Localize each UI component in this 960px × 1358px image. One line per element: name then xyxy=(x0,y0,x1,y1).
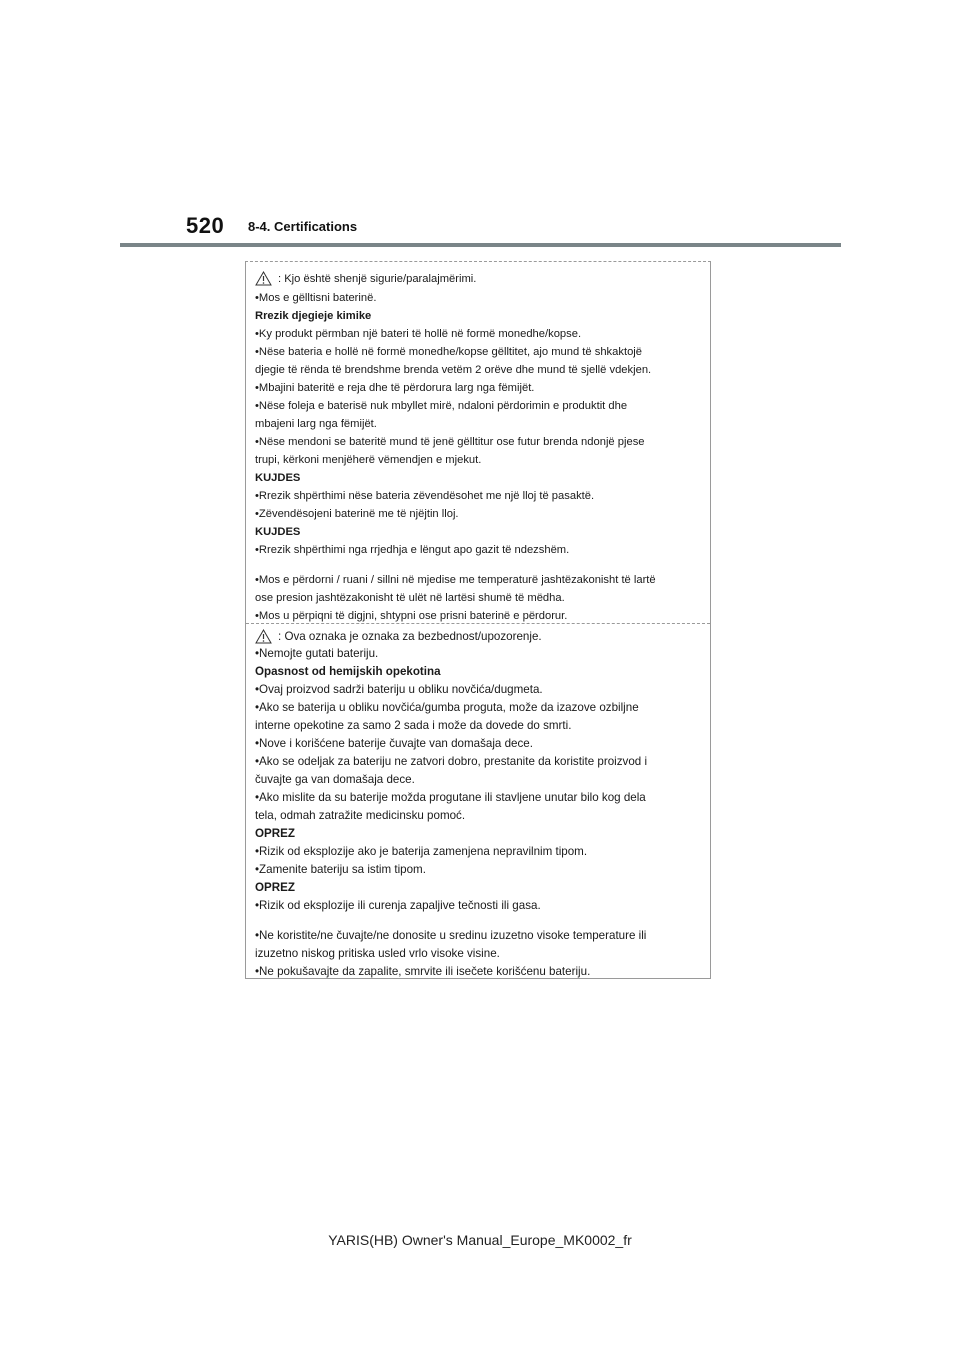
albanian-line: mbajeni larg nga fëmijët. xyxy=(255,418,377,430)
albanian-line: •Nëse bateria e hollë në formë monedhe/kopse gëlltitet, ajo mund të shkaktojë xyxy=(255,346,643,358)
albanian-line: •Mos u përpiqni të digjni, shtypni ose prisni baterinë e përdorur. xyxy=(255,610,568,622)
serbian-line: •Ako se baterija u obliku novčića/gumba proguta, može da izazove ozbiljne xyxy=(255,701,639,714)
page-number: 520 xyxy=(186,213,225,238)
serbian-line: tela, odmah zatražite medicinsku pomoć. xyxy=(255,809,466,822)
page-header xyxy=(0,0,960,250)
serbian-line: •Ovaj proizvod sadrži bateriju u obliku novčića/dugmeta. xyxy=(255,683,543,696)
warning-triangle-icon xyxy=(255,629,272,644)
header-rule xyxy=(120,243,841,247)
serbian-line: interne opekotine za samo 2 sada i može da dovede do smrti. xyxy=(255,719,572,732)
albanian-line: •Rrezik shpërthimi nëse bateria zëvendësohet me një lloj të pasaktë. xyxy=(255,490,595,502)
serbian-line: •Ne koristite/ne čuvajte/ne donosite u sredinu izuzetno visoke temperature ili xyxy=(255,929,647,942)
albanian-line: •Mos e përdorni / ruani / sillni në mjedise me temperaturë jashtëzakonisht të lartë xyxy=(255,574,656,586)
albanian-line: ose presion jashtëzakonisht të ulët në lartësi shumë të mëdha. xyxy=(255,592,565,604)
albanian-warning-panel xyxy=(255,265,702,623)
serbian-warning-text: : Ova oznaka je oznaka za bezbednost/upozorenje. xyxy=(278,629,542,643)
serbian-line: •Ako mislite da su baterije možda progutane ili stavljene unutar bilo kog dela xyxy=(255,791,646,804)
serbian-line: •Zamenite bateriju sa istim tipom. xyxy=(255,863,426,876)
section-title: 8-4. Certifications xyxy=(248,219,358,234)
serbian-line-heading: OPREZ xyxy=(255,827,295,840)
battery-warning-label xyxy=(245,261,711,979)
albanian-line: •Zëvendësojeni baterinë me të njëjtin lloj. xyxy=(255,508,459,520)
albanian-line: •Ky produkt përmban një bateri të hollë në formë monedhe/kopse. xyxy=(255,328,582,340)
albanian-warning-line xyxy=(255,271,476,286)
albanian-line-heading: KUJDES xyxy=(255,526,301,538)
albanian-line: •Mos e gëlltisni baterinë. xyxy=(255,292,377,304)
serbian-line: •Ako se odeljak za bateriju ne zatvori dobro, prestanite da koristite proizvod i xyxy=(255,755,648,768)
serbian-warning-panel xyxy=(255,625,702,977)
albanian-line: •Nëse mendoni se bateritë mund të jenë gëlltitur ose futur brenda ndonjë pjese xyxy=(255,436,645,448)
albanian-line: trupi, kërkoni menjëherë vëmendjen e mjekut. xyxy=(255,454,482,466)
albanian-line: djegie të rënda të brendshme brenda vetëm 2 orëve dhe mund të sjellë vdekjen. xyxy=(255,364,652,376)
serbian-line: •Ne pokušavajte da zapalite, smrvite ili isečete korišćenu bateriju. xyxy=(255,965,591,978)
serbian-line: •Rizik od eksplozije ako je baterija zamenjena nepravilnim tipom. xyxy=(255,845,588,858)
page-footer: YARIS(HB) Owner's Manual_Europe_MK0002_fr xyxy=(328,1232,632,1248)
serbian-warning-line xyxy=(255,629,542,644)
albanian-line-heading: Rrezik djegieje kimike xyxy=(255,310,372,322)
albanian-line: •Rrezik shpërthimi nga rrjedhja e lëngut apo gazit të ndezshëm. xyxy=(255,544,570,556)
albanian-warning-text: : Kjo është shenjë sigurie/paralajmërimi. xyxy=(278,272,477,285)
albanian-line: •Mbajini bateritë e reja dhe të përdorura larg nga fëmijët. xyxy=(255,382,535,394)
serbian-line-heading: OPREZ xyxy=(255,881,295,894)
panel-divider xyxy=(246,623,710,624)
serbian-line: •Nove i korišćene baterije čuvajte van domašaja dece. xyxy=(255,737,533,750)
serbian-line: •Nemojte gutati bateriju. xyxy=(255,647,379,660)
warning-triangle-icon xyxy=(255,271,272,286)
serbian-line-heading: Opasnost od hemijskih opekotina xyxy=(255,665,441,678)
albanian-line-heading: KUJDES xyxy=(255,472,301,484)
serbian-line: •Rizik od eksplozije ili curenja zapaljive tečnosti ili gasa. xyxy=(255,899,541,912)
serbian-line: izuzetno niskog pritiska usled vrlo visoke visine. xyxy=(255,947,500,960)
serbian-line: čuvajte ga van domašaja dece. xyxy=(255,773,415,786)
albanian-line: •Nëse foleja e baterisë nuk mbyllet mirë, ndaloni përdorimin e produktit dhe xyxy=(255,400,628,412)
